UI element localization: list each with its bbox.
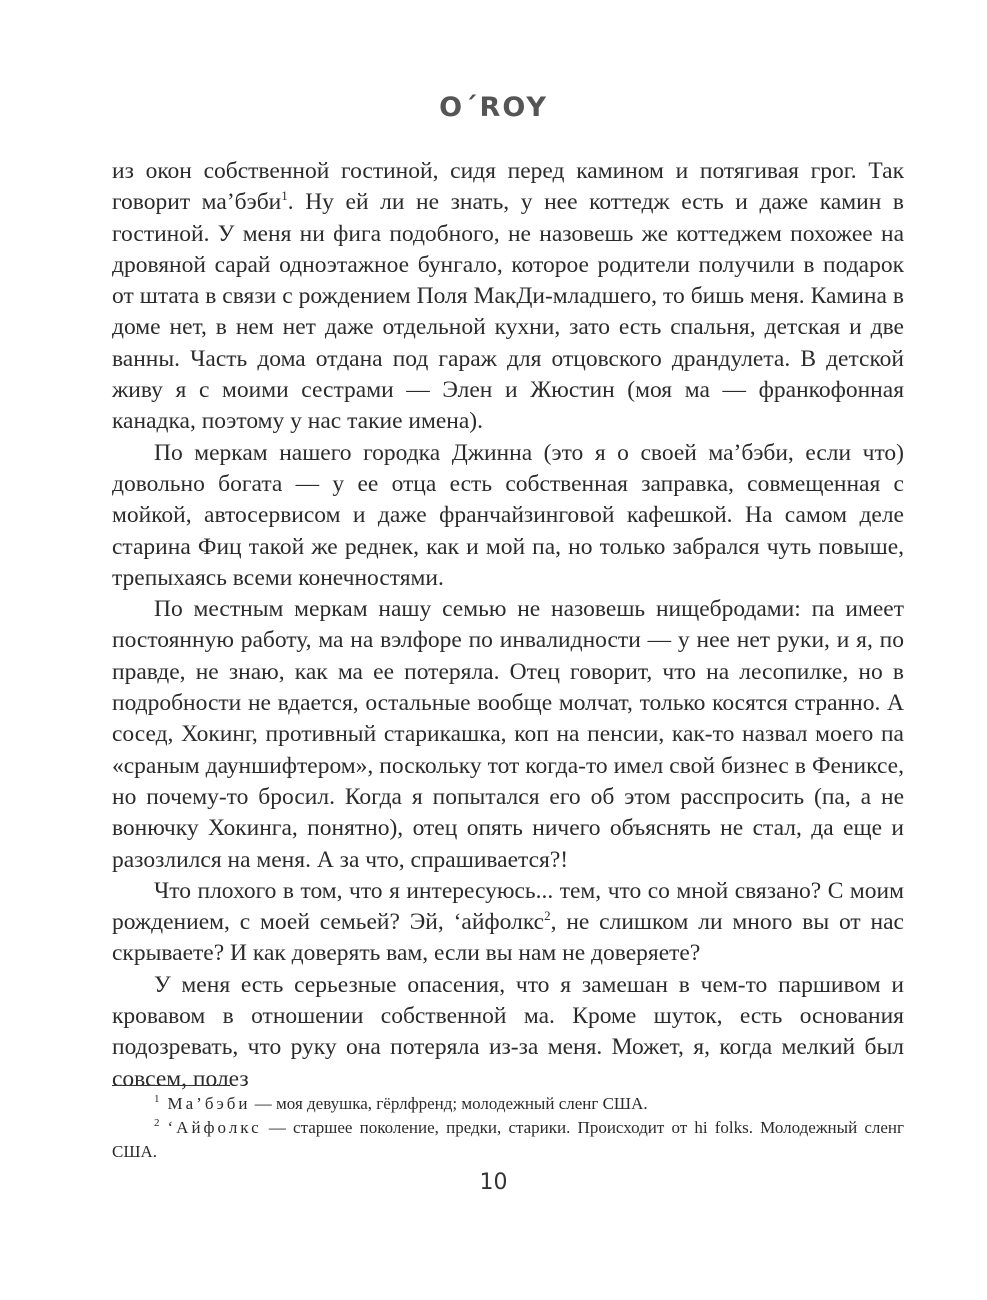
paragraph-1-text-after: . Ну ей ли не знать, у нее коттедж есть и даже камин в гостиной. У меня ни фига подобного, не назовешь же коттеджем похожее на дровяной сарай одноэтажное бунгало, которое родители получили в подарок от штата в связи с рождением Поля МакДи-младшего, то бишь меня. Камина в доме нет, в нем нет даже отдельной кухни, зато есть спальня, детская и две ванны. Часть дома отдана под гараж для отцовского драндулета. В детской живу я с моими сестрами — Элен и Жюстин (моя ма — франкофонная канадка, поэтому у нас такие имена).	[112, 189, 904, 435]
page-number: 10	[479, 1170, 508, 1195]
footnote-1	[112, 1092, 904, 1116]
footnote-2-term: ‘Айфолкс	[167, 1118, 262, 1137]
footnote-1-number: 1	[154, 1093, 160, 1106]
paragraph-1-text-before: из окон собственной гостиной, сидя перед камином и потягивая грог. Так говорит ма’бэби	[112, 158, 904, 216]
paragraph-2: По меркам нашего городка Джинна (это я о своей ма’бэби, если что) довольно богата — у ее отца есть собственная заправка, совмещенная с мойкой, автосервисом и даже франчайзинговой кафешкой. На самом деле старина Фиц такой же реднек, как и мой па, но только забрался чуть повыше, трепыхаясь всеми конечностями.	[112, 439, 904, 591]
running-header: O´ROY	[439, 92, 548, 123]
footnote-2	[112, 1116, 904, 1164]
paragraph-3: По местным меркам нашу семью не назовешь нищебродами: па имеет постоянную работу, ма на вэлфоре по инвалидности — у нее нет руки, и я, по правде, не знаю, как ма ее потеряла. Отец говорит, что на лесопилке, но в подробности не вдается, остальные вообще молчат, только косятся странно. А сосед, Хокинг, противный старикашка, коп на пенсии, как-то назвал моего па «сраным дауншифтером», поскольку тот когда-то имел свой бизнес в Фениксе, но почему-то бросил. Когда я попытался его об этом расспросить (па, а не вонючку Хокинга, понятно), отец опять ничего объяснять не стал, да еще и разозлился на меня. А за что, спрашивается?!	[112, 596, 904, 873]
paragraph-1	[112, 156, 904, 438]
footnote-2-text: — старшее поколение, предки, старики. Происходит от hi folks. Молодежный сленг США.	[112, 1118, 904, 1161]
footnote-divider	[112, 1085, 230, 1086]
body-text	[112, 156, 904, 1095]
paragraph-5: У меня есть серьезные опасения, что я замешан в чем-то паршивом и кровавом в отношении собственной ма. Кроме шуток, есть основания подозревать, что руку она потеряла из-за меня. Может, я, когда мелкий был совсем, полез	[112, 971, 904, 1092]
paragraph-4-text-before: Что плохого в том, что я интересуюсь... тем, что со мной связано? С моим рождением, с моей семьей? Эй, ‘айфолкс	[112, 877, 904, 936]
footnote-marker-1[interactable]: 1	[281, 188, 288, 204]
footnote-2-number: 2	[154, 1117, 160, 1130]
footnote-1-term: Ма’бэби	[167, 1094, 251, 1113]
paragraph-4-text-after: , не слишком ли много вы от нас скрываете? И как доверять вам, если вы нам не доверяете?	[112, 909, 904, 967]
footnote-marker-2[interactable]: 2	[544, 908, 551, 924]
footnotes	[112, 1092, 904, 1164]
paragraph-4	[112, 876, 904, 970]
footnote-1-text: — моя девушка, гёрлфренд; молодежный сленг США.	[250, 1094, 648, 1113]
